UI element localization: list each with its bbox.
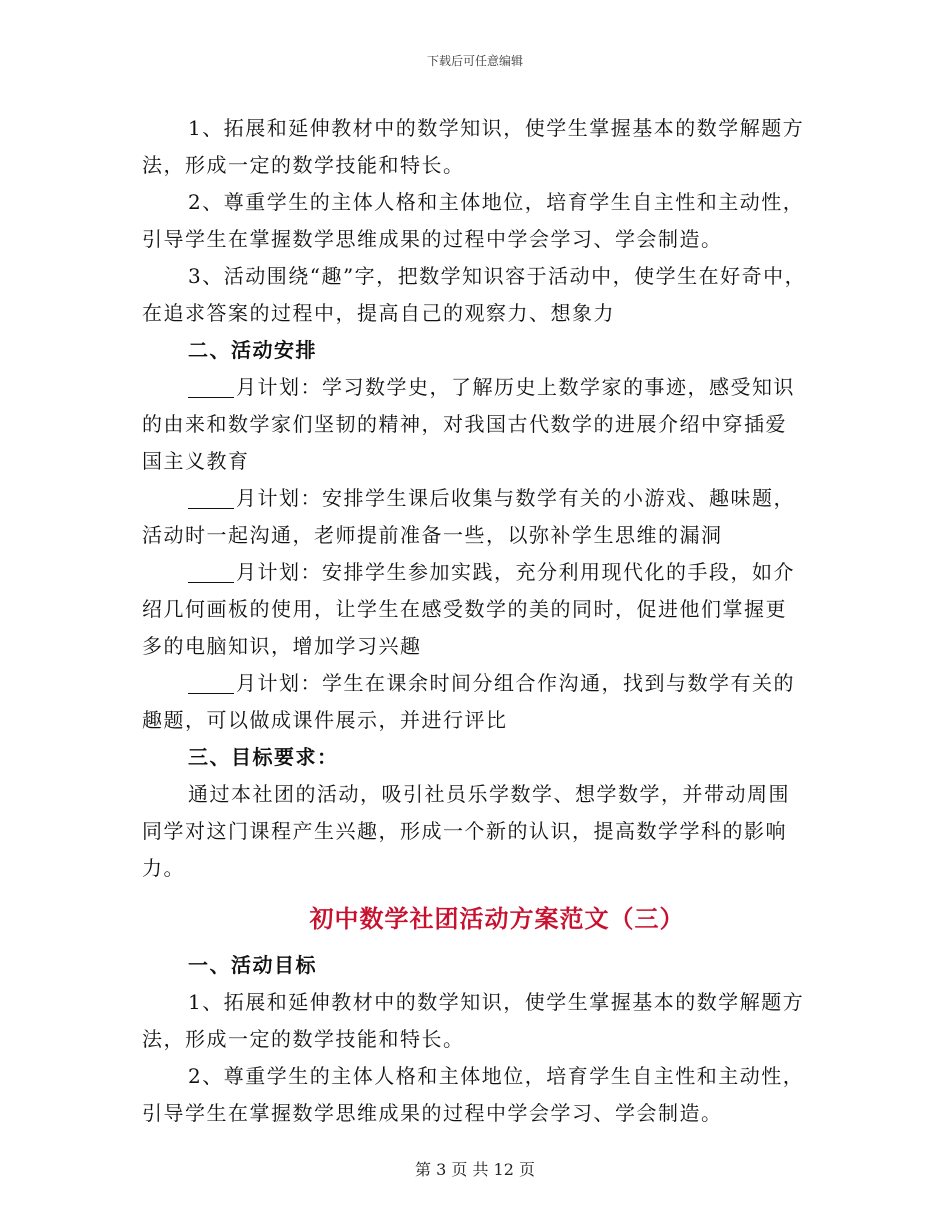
paragraph-line: 1、拓展和延伸教材中的数学知识，使学生掌握基本的数学解题方 (188, 990, 805, 1014)
plan-line (142, 554, 812, 591)
document-body (142, 110, 812, 1132)
blank-underline (188, 377, 234, 398)
document-title: 初中数学社团活动方案范文（三） (309, 904, 685, 933)
plan-text: 月计划：安排学生课后收集与数学有关的小游戏、趣味题， (236, 486, 795, 510)
paragraph-line: 3、活动围绕“趣”字，把数学知识容于活动中，使学生在好奇中， (188, 264, 807, 288)
section-heading: 二、活动安排 (188, 338, 317, 362)
paragraph-line: 国主义教育 (142, 449, 250, 473)
page-footer: 第 3 页 共 12 页 (415, 1160, 535, 1179)
plan-text: 月计划：学习数学史，了解历史上数学家的事迹，感受知识 (236, 375, 795, 399)
paragraph-line: 2、尊重学生的主体人格和主体地位，培育学生自主性和主动性， (188, 190, 805, 214)
blank-underline (188, 488, 234, 509)
paragraph-line: 同学对这门课程产生兴趣，形成一个新的认识，提高数学学科的影响 (142, 819, 787, 843)
page-header: 下载后可任意编辑 (426, 54, 523, 68)
plan-text: 月计划：学生在课余时间分组合作沟通，找到与数学有关的 (236, 671, 795, 695)
paragraph-line: 绍几何画板的使用，让学生在感受数学的美的同时，促进他们掌握更 (142, 597, 787, 621)
blank-underline (188, 673, 234, 694)
paragraph-line: 2、尊重学生的主体人格和主体地位，培育学生自主性和主动性， (188, 1064, 805, 1088)
paragraph-line: 的由来和数学家们坚韧的精神，对我国古代数学的进展介绍中穿插爱 (142, 412, 787, 436)
plan-line (142, 665, 812, 702)
paragraph-line: 在追求答案的过程中，提高自己的观察力、想象力 (142, 301, 615, 325)
section-heading: 三、目标要求： (188, 745, 339, 769)
paragraph-line: 法，形成一定的数学技能和特长。 (142, 153, 465, 177)
paragraph-line: 趣题，可以做成课件展示，并进行评比 (142, 708, 508, 732)
paragraph-line: 引导学生在掌握数学思维成果的过程中学会学习、学会制造。 (142, 227, 723, 251)
section-heading: 一、活动目标 (188, 953, 317, 977)
paragraph-line: 活动时一起沟通，老师提前准备一些，以弥补学生思维的漏洞 (142, 523, 723, 547)
paragraph-line: 通过本社团的活动，吸引社员乐学数学、想学数学，并带动周围 (188, 782, 790, 806)
blank-underline (188, 562, 234, 583)
plan-text: 月计划：安排学生参加实践，充分利用现代化的手段，如介 (236, 560, 795, 584)
paragraph-line: 多的电脑知识，增加学习兴趣 (142, 634, 422, 658)
paragraph-line: 力。 (142, 856, 185, 880)
plan-line (142, 480, 812, 517)
paragraph-line: 法，形成一定的数学技能和特长。 (142, 1027, 465, 1051)
paragraph-line: 1、拓展和延伸教材中的数学知识，使学生掌握基本的数学解题方 (188, 116, 805, 140)
paragraph-line: 引导学生在掌握数学思维成果的过程中学会学习、学会制造。 (142, 1101, 723, 1125)
plan-line (142, 369, 812, 406)
